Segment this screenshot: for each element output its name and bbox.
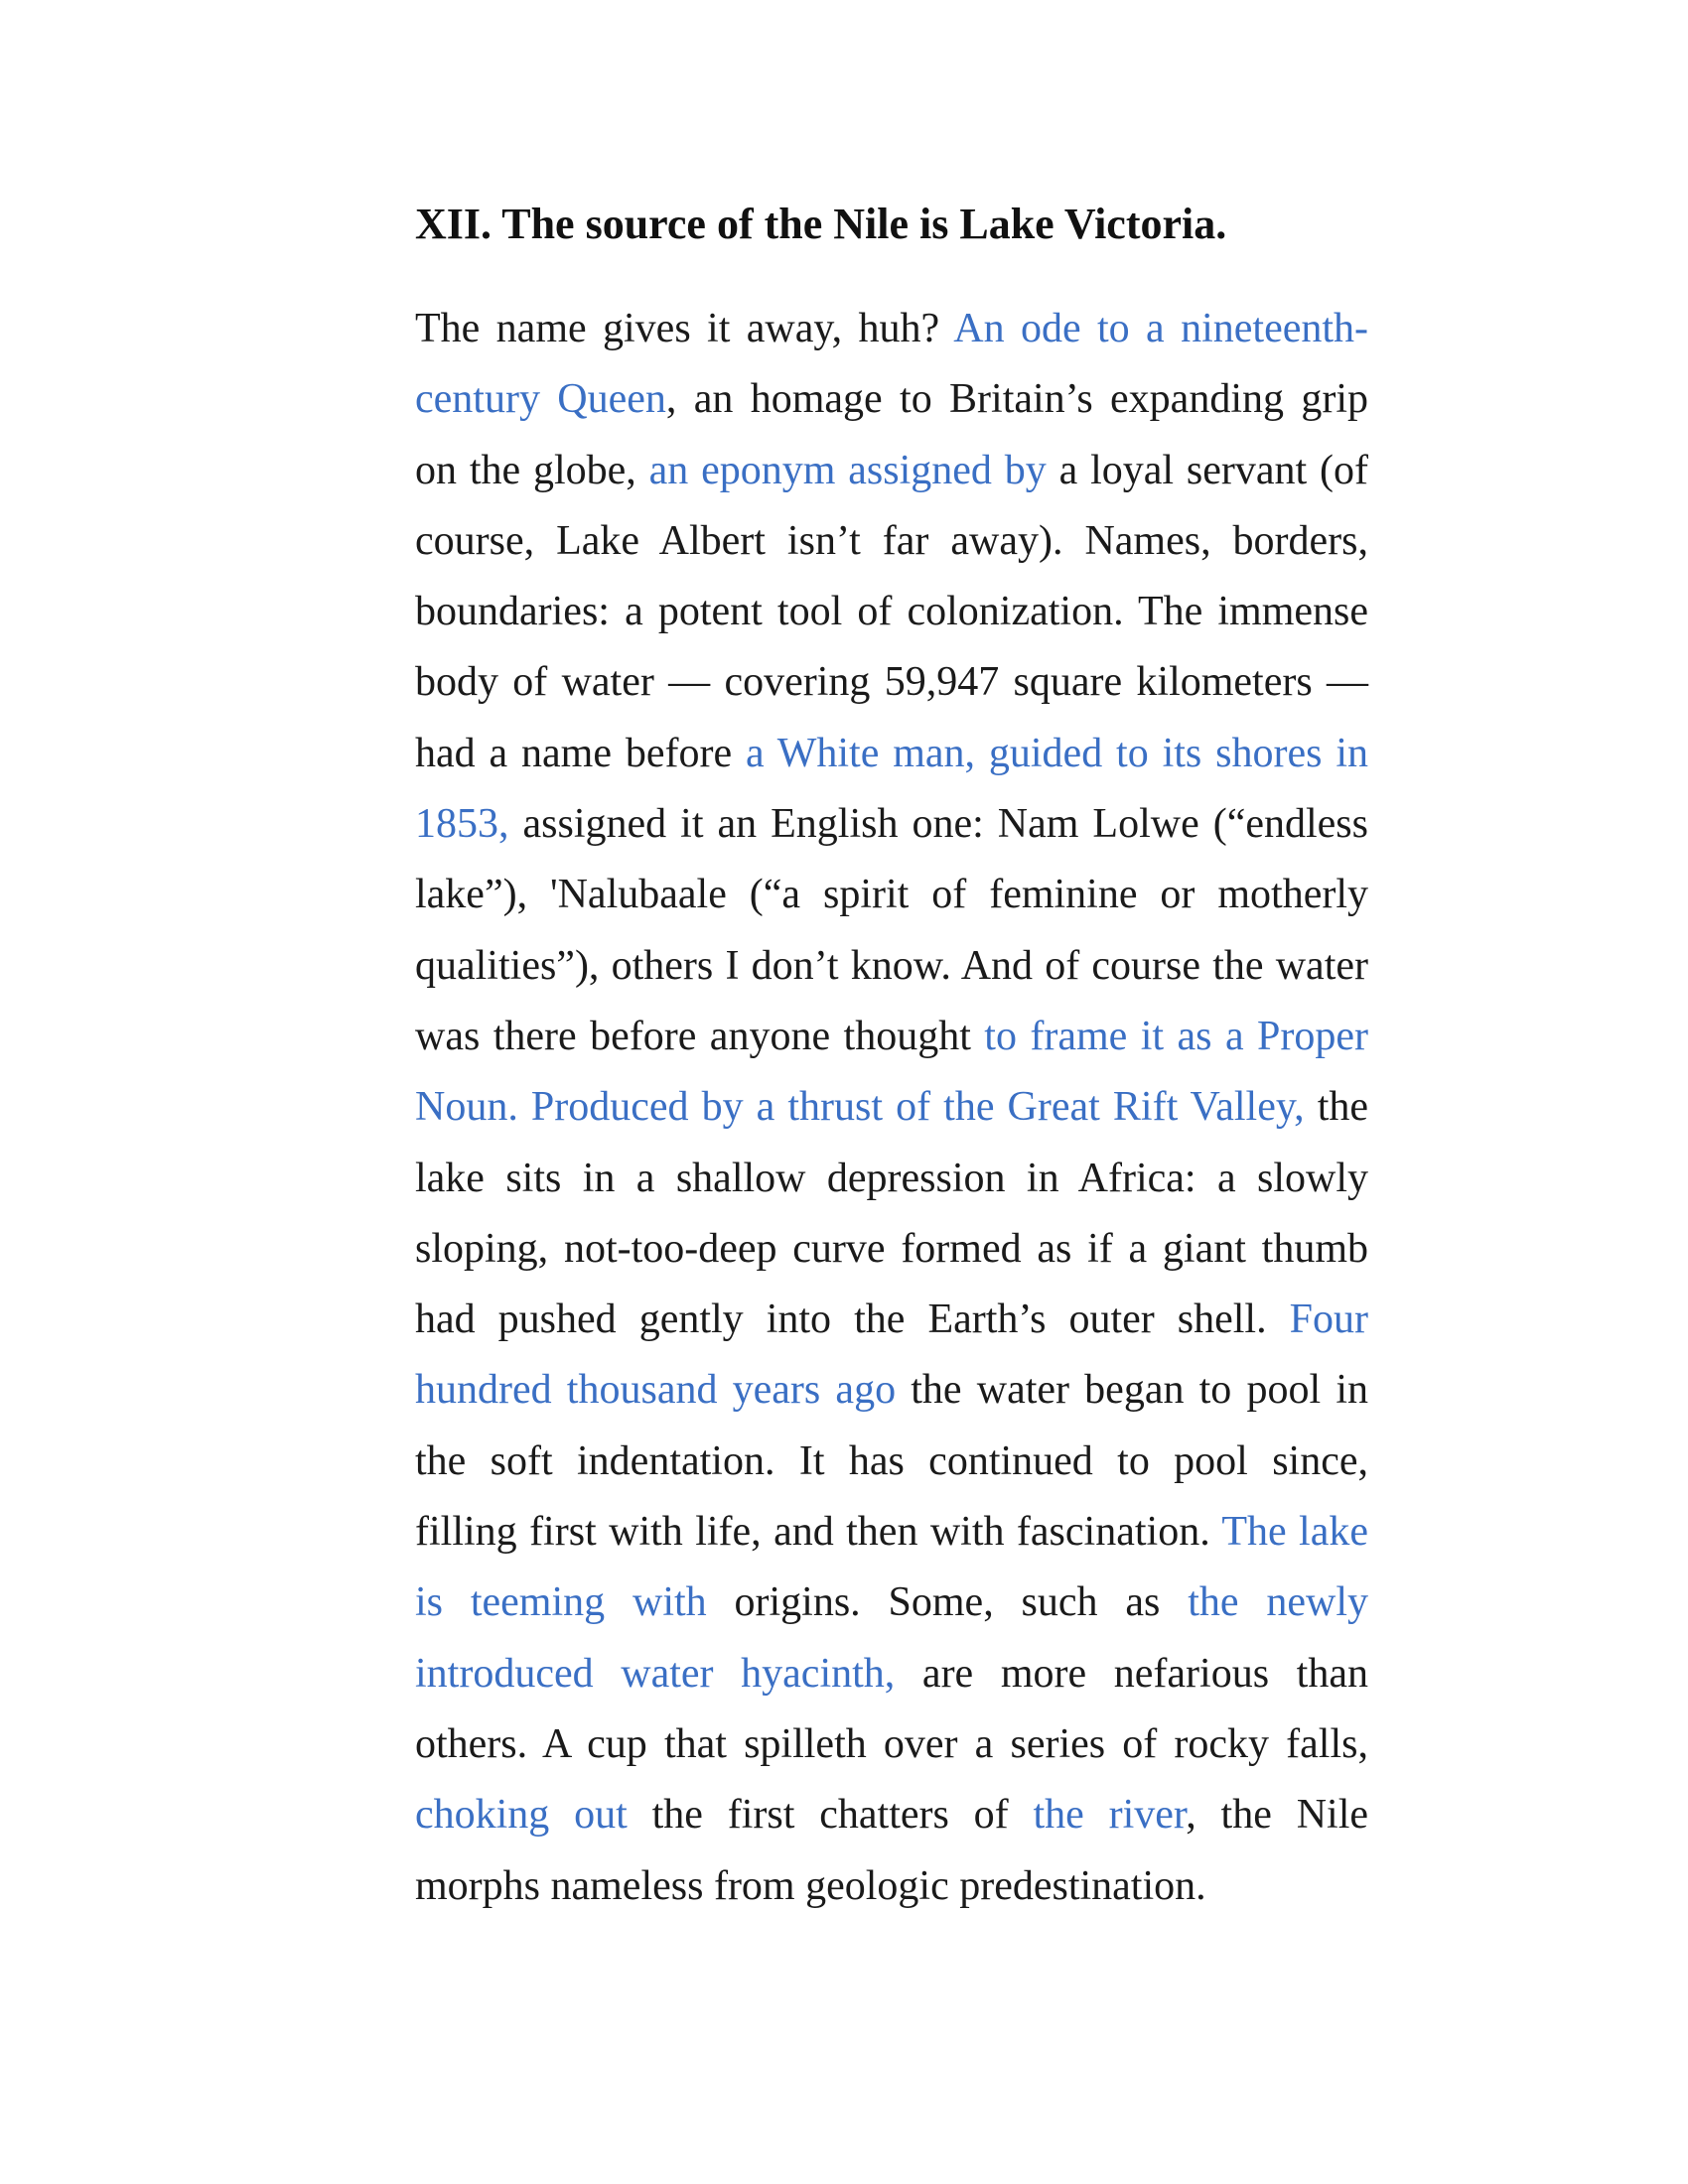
- text-segment: the lake sits in a shallow depression in Africa: a slowly sloping, not-too-deep curve formed as if a giant thumb had pushed gently into the Earth’s outer shell.: [415, 1084, 1369, 1343]
- hyperlink-the-river[interactable]: the river: [1033, 1792, 1187, 1839]
- text-segment: a loyal servant (of course, Lake Albert isn’t far away). Names, borders, boundaries: a potent tool of colonization. The immense body of water — covering 59,947 square kilometers — had a name before: [415, 447, 1368, 776]
- hyperlink-water-hyacinth[interactable]: the newly introduced water hyacinth,: [415, 1579, 1368, 1697]
- hyperlink-teeming[interactable]: The lake is teeming with: [415, 1509, 1369, 1626]
- text-segment: are more nefarious than others. A cup that spilleth over a series of rocky falls,: [415, 1650, 1368, 1767]
- hyperlink-white-man[interactable]: a White man, guided to its shores in 1853,: [415, 730, 1368, 848]
- document-page: [415, 195, 1368, 1922]
- hyperlink-queen[interactable]: An ode to a nineteenth-century Queen: [415, 306, 1369, 423]
- text-segment: origins. Some, such as: [706, 1579, 1189, 1626]
- text-segment: the first chatters of: [627, 1792, 1034, 1839]
- text-segment: the water began to pool in the soft indentation. It has continued to pool since, filling first with life, and then with fascination.: [415, 1367, 1369, 1556]
- section-heading: XII. The source of the Nile is Lake Victoria.: [415, 200, 1227, 248]
- hyperlink-four-hundred-thousand[interactable]: Four hundred thousand years ago: [415, 1297, 1368, 1414]
- hyperlink-proper-noun[interactable]: to frame it as a Proper Noun. Produced by a thrust of the Great Rift Valley,: [415, 1013, 1368, 1131]
- body-paragraph: [415, 294, 1368, 1922]
- text-segment: , the Nile morphs nameless from geologic predestination.: [415, 1792, 1369, 1909]
- text-segment: assigned it an English one: Nam Lolwe (“endless lake”), 'Nalubaale (“a spirit of feminine or motherly qualities”), others I don’t know. And of course the water was there before anyone thought: [415, 801, 1368, 1059]
- hyperlink-eponym[interactable]: an eponym assigned by: [648, 447, 1047, 493]
- hyperlink-choking-out[interactable]: choking out: [415, 1792, 628, 1839]
- text-segment: The name gives it away, huh?: [415, 306, 954, 351]
- text-segment: , an homage to Britain’s expanding grip on the globe,: [415, 376, 1368, 493]
